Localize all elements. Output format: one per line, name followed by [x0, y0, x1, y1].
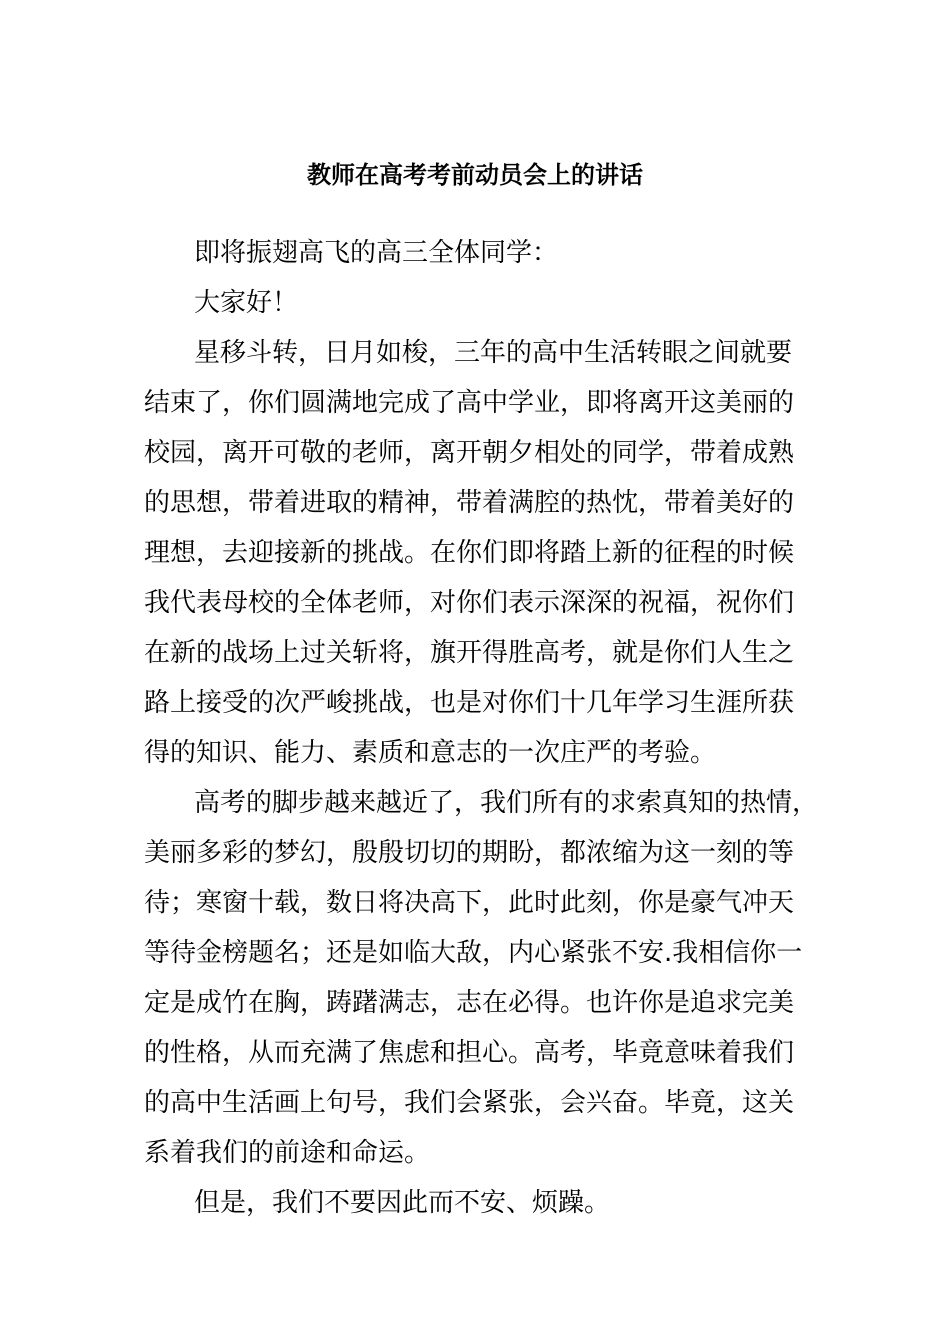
paragraph-line: 我代表母校的全体老师，对你们表示深深的祝福，祝你们	[144, 588, 795, 618]
paragraph-line: 系着我们的前途和命运。	[144, 1138, 431, 1168]
paragraph-line: 高考的脚步越来越近了，我们所有的求索真知的热情，	[194, 788, 819, 818]
salutation: 即将振翅高飞的高三全体同学：	[194, 238, 559, 268]
paragraph-line: 定是成竹在胸，踌躇满志，志在必得。也许你是追求完美	[144, 988, 795, 1018]
paragraph-line: 结束了，你们圆满地完成了高中学业，即将离开这美丽的	[144, 388, 795, 418]
paragraph-line: 得的知识、能力、素质和意志的一次庄严的考验。	[144, 738, 717, 768]
paragraph-line: 路上接受的次严峻挑战，也是对你们十几年学习生涯所获	[144, 688, 795, 718]
paragraph-line: 的高中生活画上句号，我们会紧张，会兴奋。毕竟，这关	[144, 1088, 795, 1118]
paragraph-line: 理想，去迎接新的挑战。在你们即将踏上新的征程的时候	[144, 538, 795, 568]
paragraph-line: 星移斗转，日月如梭，三年的高中生活转眼之间就要	[194, 338, 793, 368]
paragraph-line: 等待金榜题名；还是如临大敌，内心紧张不安.我相信你一	[144, 938, 803, 968]
paragraph-line: 但是，我们不要因此而不安、烦躁。	[194, 1188, 611, 1218]
paragraph-line: 的思想，带着进取的精神，带着满腔的热忱，带着美好的	[144, 488, 795, 518]
greeting: 大家好！	[194, 288, 299, 318]
paragraph-line: 在新的战场上过关斩将，旗开得胜高考，就是你们人生之	[144, 638, 795, 668]
paragraph-line: 待；寒窗十载，数日将决高下，此时此刻，你是豪气冲天	[144, 888, 795, 918]
paragraph-line: 美丽多彩的梦幻，殷殷切切的期盼，都浓缩为这一刻的等	[144, 838, 795, 868]
paragraph-line: 的性格，从而充满了焦虑和担心。高考，毕竟意味着我们	[144, 1038, 795, 1068]
paragraph-line: 校园，离开可敬的老师，离开朝夕相处的同学，带着成熟	[144, 438, 795, 468]
document-title: 教师在高考考前动员会上的讲话	[307, 161, 643, 189]
